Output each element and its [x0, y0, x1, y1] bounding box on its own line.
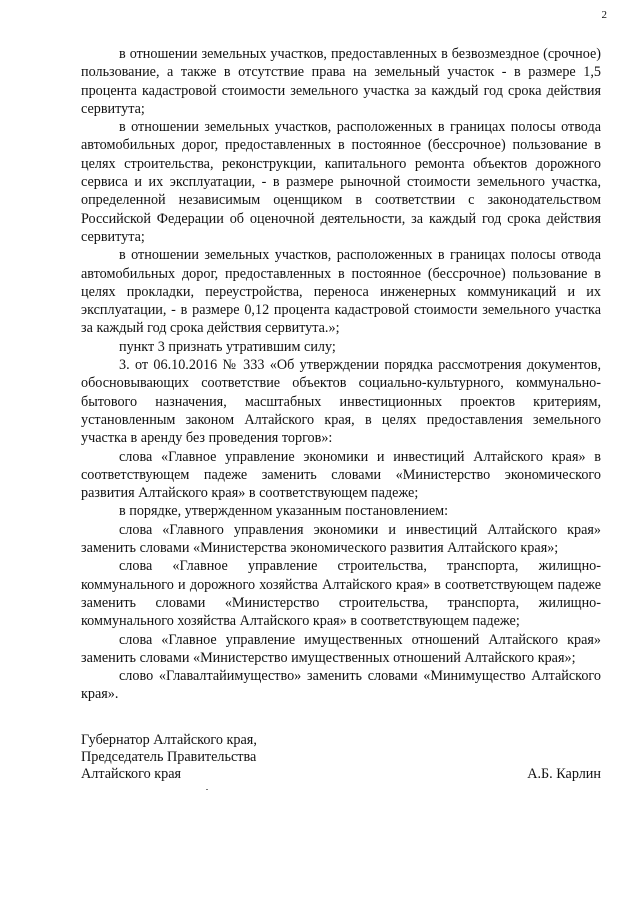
signature-title-line-1: Губернатор Алтайского края, — [81, 732, 257, 748]
scan-speck — [206, 789, 208, 790]
paragraph-6: слова «Главное управление экономики и инвестиций Алтайского края» в соответствующем падеже заменить словами «Министерство экономического развития Алтайского края» в соответствующем падеже; — [81, 448, 601, 502]
paragraph-4: пункт 3 признать утратившим силу; — [119, 338, 336, 355]
paragraph-5: 3. от 06.10.2016 № 333 «Об утверждении порядка рассмотрения документов, обосновывающих соответствие объектов социально-культурного, коммунально-бытового назначения, масштабных инвестиционных проектов критериям, установленным законом Алтайского края, в целях предоставления земельного участка в аренду без проведения торгов»: — [81, 357, 601, 447]
paragraph-2: в отношении земельных участков, расположенных в границах полосы отвода автомобильных дорог, предоставленных в постоянное (бессрочное) пользование в целях строительства, реконструкции, капитального ремонта объектов дорожного сервиса и их эксплуатации, - в размере рыночной стоимости земельного участка, определенной независимым оценщиком в соответствии с законодательством Российской Федерации об оценочной деятельности, за каждый год срока действия сервитута; — [81, 119, 601, 245]
paragraph-3: в отношении земельных участков, расположенных в границах полосы отвода автомобильных дорог, предоставленных в постоянное (бессрочное) пользование в целях прокладки, переустройства, переноса инженерных коммуникаций и их эксплуатации, - в размере 0,12 процента кадастровой стоимости земельного участка за каждый год срока действия сервитута.»; — [81, 247, 601, 337]
paragraph-8: слова «Главного управления экономики и инвестиций Алтайского края» заменить словами «Министерства экономического развития Алтайского края»; — [81, 521, 601, 557]
paragraph-7: в порядке, утвержденном указанным постановлением: — [119, 503, 449, 520]
signature-title-line-2: Председатель Правительства — [81, 749, 257, 765]
signature-title-line-3: Алтайского края — [81, 766, 182, 782]
page-number: 2 — [601, 9, 607, 21]
paragraph-10: слова «Главное управление имущественных отношений Алтайского края» заменить словами «Министерство имущественных отношений Алтайского края»; — [81, 631, 601, 666]
paragraph-9: слова «Главное управление строительства, транспорта, жилищно-коммунального и дорожного хозяйства Алтайского края» в соответствующем падеже заменить словами «Министерство строительства, транспорта, жилищно-коммунального хозяйства Алтайского края» в соответствующем падеже; — [81, 558, 601, 630]
paragraph-1: в отношении земельных участков, предоставленных в безвозмездное (срочное) пользование, а также в отсутствие права на земельный участок - в размере 1,5 процента кадастровой стоимости земельного участка за каждый год срока действия сервитута; — [81, 46, 601, 117]
paragraph-11: слово «Главалтайимущество» заменить словами «Минимущество Алтайского края». — [81, 668, 601, 703]
signature-block — [81, 732, 601, 783]
document-body — [81, 45, 601, 704]
signatory-name: А.Б. Карлин — [527, 766, 601, 782]
